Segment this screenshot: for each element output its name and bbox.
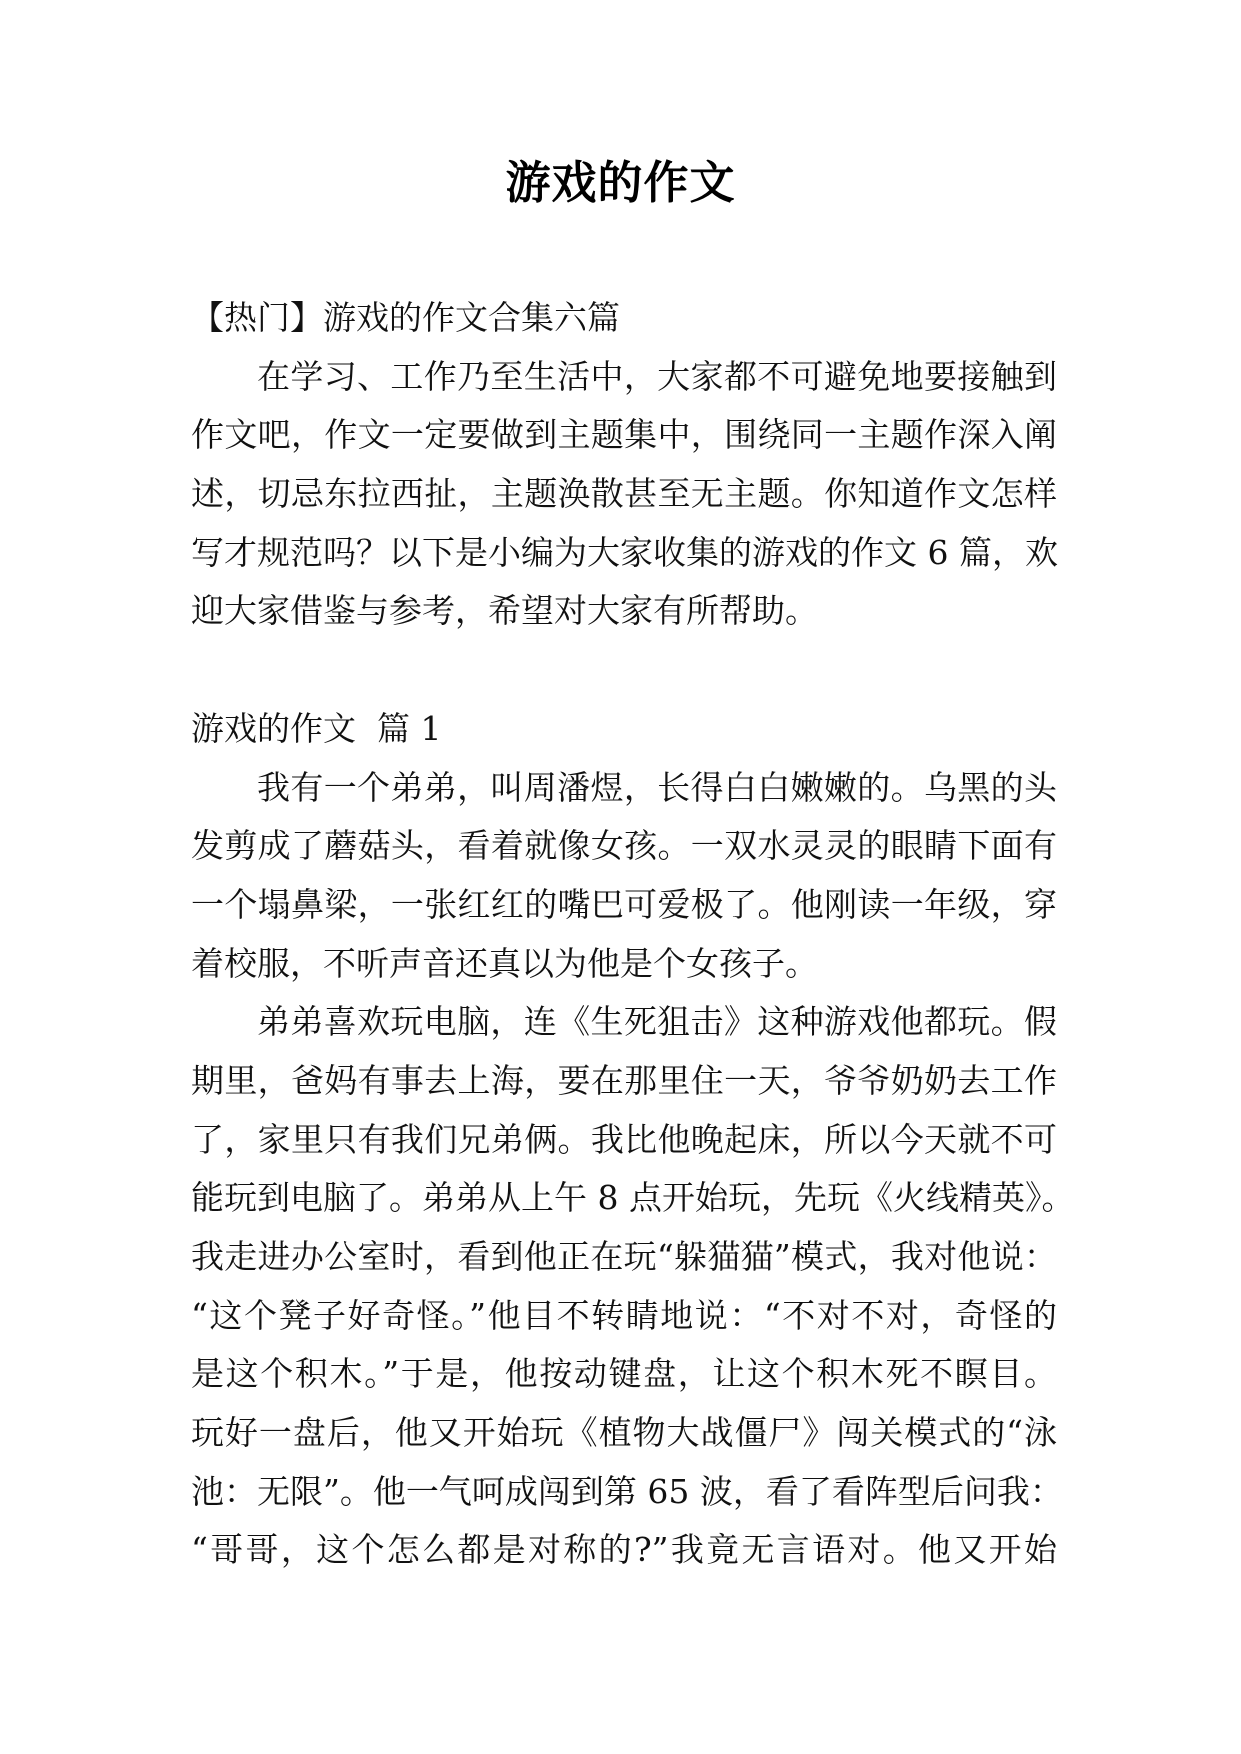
paragraph-line: 了，家里只有我们兄弟俩。我比他晚起床，所以今天就不可 bbox=[191, 1119, 1057, 1159]
paragraph-line: 写才规范吗？以下是小编为大家收集的游戏的作文 6 篇，欢 bbox=[191, 532, 1058, 572]
paragraph-line: 玩好一盘后，他又开始玩《植物大战僵尸》闯关模式的“泳 bbox=[191, 1413, 1057, 1453]
paragraph-line: 池：无限”。他一气呵成闯到第 65 波，看了看阵型后问我： bbox=[191, 1471, 1063, 1511]
section-paragraph-1 bbox=[191, 759, 1057, 994]
paragraph-line: 是这个积木。”于是，他按动键盘，让这个积木死不瞑目。 bbox=[191, 1354, 1057, 1394]
blank-line bbox=[191, 641, 1057, 700]
document-body bbox=[191, 289, 1075, 1580]
paragraph-line: 弟弟喜欢玩电脑，连《生死狙击》这种游戏他都玩。假 bbox=[257, 1002, 1057, 1042]
paragraph-line: 我走进办公室时，看到他正在玩“躲猫猫”模式，我对他说： bbox=[191, 1237, 1057, 1276]
paragraph-line: “这个凳子好奇怪。”他目不转睛地说：“不对不对，奇怪的 bbox=[191, 1295, 1057, 1335]
paragraph-line: 能玩到电脑了。弟弟从上午 8 点开始玩，先玩《火线精英》。 bbox=[191, 1178, 1075, 1218]
paragraph-line: 着校服，不听声音还真以为他是个女孩子。 bbox=[191, 943, 818, 983]
paragraph-line: 我有一个弟弟，叫周潘煜，长得白白嫩嫩的。乌黑的头 bbox=[257, 767, 1057, 807]
section-paragraph-2 bbox=[191, 993, 1075, 1580]
section-heading: 游戏的作文 篇 1 bbox=[191, 708, 442, 748]
paragraph-line: 迎大家借鉴与参考，希望对大家有所帮助。 bbox=[191, 591, 818, 631]
paragraph-line: 述，切忌东拉西扯，主题涣散甚至无主题。你知道作文怎样 bbox=[191, 474, 1057, 514]
paragraph-line: 发剪成了蘑菇头，看着就像女孩。一双水灵灵的眼睛下面有 bbox=[191, 826, 1057, 866]
document-title: 游戏的作文 bbox=[505, 156, 736, 209]
paragraph-line: “哥哥，这个怎么都是对称的?”我竟无言语对。他又开始 bbox=[191, 1530, 1057, 1570]
paragraph-line: 在学习、工作乃至生活中，大家都不可避免地要接触到 bbox=[257, 356, 1057, 396]
intro-heading: 【热门】游戏的作文合集六篇 bbox=[191, 298, 620, 337]
paragraph-line: 期里，爸妈有事去上海，要在那里住一天，爷爷奶奶去工作 bbox=[191, 1060, 1057, 1100]
paragraph-line: 作文吧，作文一定要做到主题集中，围绕同一主题作深入阐 bbox=[191, 415, 1057, 455]
intro-paragraph bbox=[191, 348, 1057, 641]
paragraph-line: 一个塌鼻梁，一张红红的嘴巴可爱极了。他刚读一年级，穿 bbox=[191, 884, 1057, 924]
